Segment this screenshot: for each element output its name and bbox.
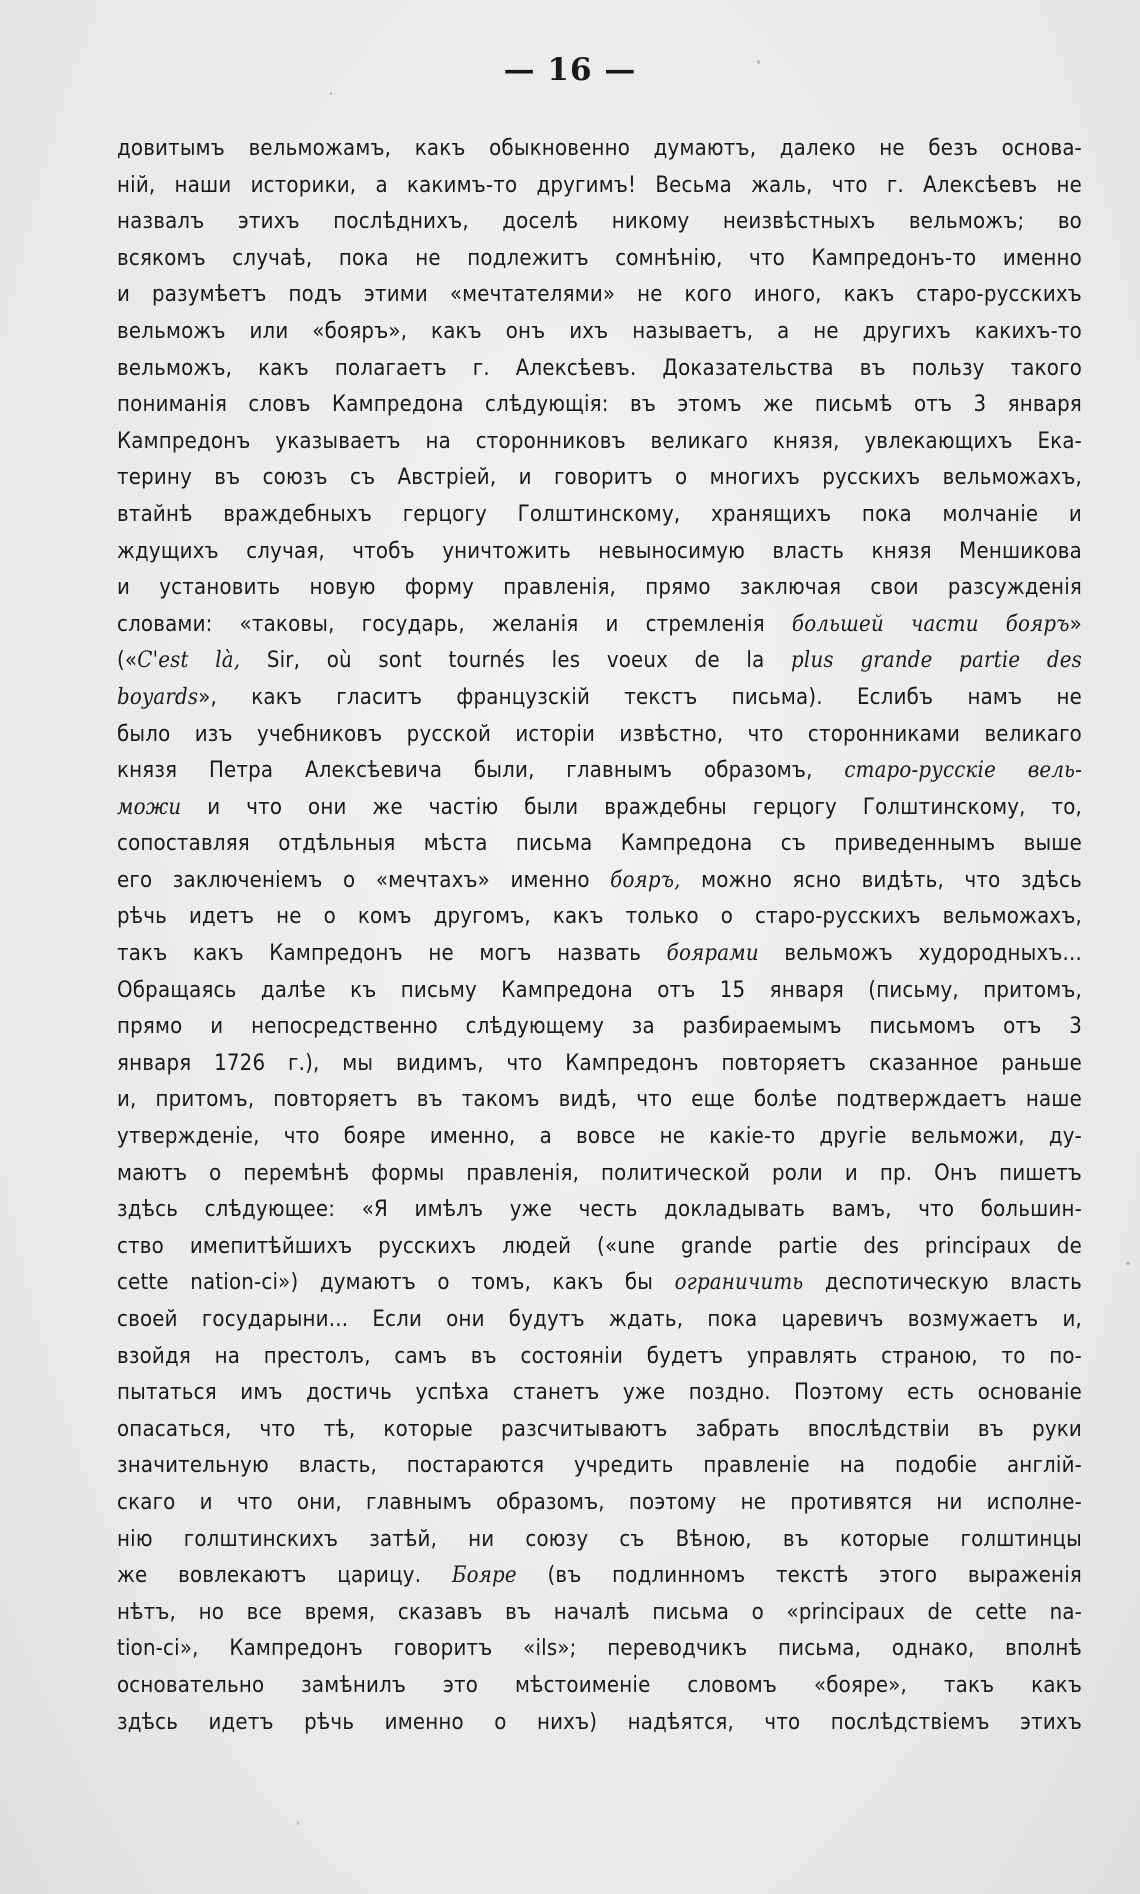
text-segment: терину въ союзъ съ Австріей, и говоритъ о многихъ русскихъ вельможахъ, — [117, 465, 1082, 491]
text-line — [117, 1448, 1082, 1485]
text-segment: января 1726 г.), мы видимъ, что Кампредонъ повторяетъ сказанное раньше — [117, 1050, 1082, 1076]
paper-speck — [1126, 1262, 1130, 1265]
text-line — [117, 680, 1082, 717]
text-segment: вельможъ, какъ полагаетъ г. Алексѣевъ. Доказательства въ пользу такого — [117, 355, 1082, 381]
text-line — [117, 1156, 1082, 1193]
text-line — [117, 1192, 1082, 1229]
text-segment: пониманія словъ Кампредона слѣдующія: въ этомъ же письмѣ отъ 3 января — [117, 392, 1082, 418]
text-segment: словами: «таковы, государь, желанія и стремленія — [117, 611, 792, 637]
paper-speck — [757, 60, 760, 64]
text-segment: довитымъ вельможамъ, какъ обыкновенно думаютъ, далеко не безъ основа- — [117, 136, 1082, 161]
text-line — [117, 351, 1082, 388]
text-segment: и, притомъ, повторяетъ въ такомъ видѣ, что еще болѣе подтверждаетъ наше — [117, 1087, 1082, 1113]
italic-text: boyards — [117, 684, 199, 710]
text-segment: (въ подлинномъ текстѣ этого выраженія — [516, 1563, 1083, 1589]
text-line — [117, 643, 1082, 680]
text-segment: нію голштинскихъ затѣй, ни союзу съ Вѣною, въ которые голштинцы — [117, 1526, 1082, 1552]
text-segment: маютъ о перемѣнѣ формы правленія, политической роли и пр. Онъ пишетъ — [117, 1160, 1082, 1186]
text-segment: ждущихъ случая, чтобъ уничтожить невыносимую власть князя Меншикова — [117, 538, 1082, 564]
text-segment: нѣтъ, но все время, сказавъ въ началѣ письма о «principaux de cette na- — [117, 1599, 1082, 1625]
text-segment: » — [1069, 611, 1082, 637]
text-line — [117, 168, 1082, 205]
italic-text: большей части бояръ — [791, 611, 1070, 637]
text-segment: скаго и что они, главнымъ образомъ, поэтому не противятся ни исполне- — [117, 1489, 1082, 1515]
text-segment: и разумѣетъ подъ этими «мечтателями» не кого иного, какъ старо-русскихъ — [117, 282, 1082, 308]
text-segment: его заключеніемъ о «мечтахъ» именно — [117, 867, 611, 893]
text-line — [117, 973, 1082, 1010]
text-line — [117, 387, 1082, 424]
text-segment: ній, наши историки, а какимъ-то другимъ! Весьма жаль, что г. Алексѣевъ не — [117, 172, 1082, 198]
italic-text: plus grande partie des — [791, 648, 1082, 674]
text-line — [117, 424, 1082, 461]
text-line — [117, 1009, 1082, 1046]
text-segment: и установить новую форму правленія, прямо заключая свои разсужденія — [117, 575, 1082, 601]
text-line — [117, 863, 1082, 900]
text-line — [117, 1119, 1082, 1156]
paper-speck — [297, 1821, 299, 1825]
text-line — [117, 1485, 1082, 1522]
text-segment: сопоставляя отдѣльныя мѣста письма Кампредона съ приведеннымъ выше — [117, 831, 1082, 857]
text-segment: вельможъ или «бояръ», какъ онъ ихъ называетъ, а не другихъ какихъ-то — [117, 318, 1082, 344]
text-segment: взойдя на престолъ, самъ въ состояніи будетъ управлять страною, то по- — [117, 1343, 1082, 1369]
text-line — [117, 1631, 1082, 1668]
text-segment: можно ясно видѣть, что здѣсь — [680, 867, 1083, 893]
text-segment: деспотическую власть — [803, 1270, 1082, 1296]
italic-text: старо-русскіе вель- — [844, 758, 1082, 784]
text-line — [117, 1412, 1082, 1449]
text-segment: опасаться, что тѣ, которые разсчитываютъ забрать впослѣдствіи въ руки — [117, 1416, 1082, 1442]
text-segment: утвержденіе, что бояре именно, а вовсе не какіе-то другіе вельможи, ду- — [117, 1124, 1082, 1150]
text-segment: князя Петра Алексѣевича были, главнымъ образомъ, — [117, 758, 845, 784]
text-line — [117, 497, 1082, 534]
text-segment: рѣчь идетъ не о комъ другомъ, какъ только о старо-русскихъ вельможахъ, — [117, 904, 1082, 930]
text-line — [117, 534, 1082, 571]
text-segment: и что они же частію были враждебны герцогу Голштинскому, то, — [181, 794, 1082, 820]
text-line — [117, 204, 1082, 241]
text-line — [117, 1302, 1082, 1339]
text-line — [117, 570, 1082, 607]
text-segment: было изъ учебниковъ русской исторіи извѣстно, что сторонниками великаго — [117, 721, 1082, 747]
body-text — [117, 131, 1082, 1741]
text-segment: Sir, où sont tournés les voeux de la — [240, 648, 792, 674]
text-segment: ство имепитѣйшихъ русскихъ людей («une grande partie des principaux de — [117, 1233, 1082, 1259]
text-line — [117, 717, 1082, 754]
text-segment: здѣсь слѣдующее: «Я имѣлъ уже честь докладывать вамъ, что большин- — [117, 1197, 1082, 1223]
italic-text: ограничить — [674, 1270, 804, 1296]
italic-text: Бояре — [451, 1563, 517, 1589]
text-segment: Обращаясь далѣе къ письму Кампредона отъ 15 января (письму, притомъ, — [117, 977, 1082, 1003]
paper-speck — [330, 92, 332, 95]
text-line — [117, 1082, 1082, 1119]
text-segment: Кампредонъ указываетъ на сторонниковъ великаго князя, увлекающихъ Ека- — [117, 428, 1082, 454]
text-segment: вельможъ худородныхъ... — [758, 941, 1082, 967]
text-segment: втайнѣ враждебныхъ герцогу Голштинскому, хранящихъ пока молчаніе и — [117, 501, 1082, 527]
text-segment: tion-ci», Кампредонъ говоритъ «ils»; переводчикъ письма, однако, вполнѣ — [117, 1636, 1082, 1662]
text-line — [117, 899, 1082, 936]
text-line — [117, 753, 1082, 790]
text-segment: своей государыни... Если они будутъ ждать, пока царевичъ возмужаетъ и, — [117, 1307, 1082, 1332]
text-line — [117, 826, 1082, 863]
text-line — [117, 1375, 1082, 1412]
text-segment: », какъ гласитъ французскій текстъ письма). Еслибъ намъ не — [198, 684, 1082, 710]
italic-text: C'est là, — [137, 648, 241, 674]
text-line — [117, 1558, 1082, 1595]
italic-text: бояръ, — [610, 867, 681, 893]
text-line — [117, 1522, 1082, 1559]
page-number: — 16 — — [503, 52, 637, 88]
text-segment: всякомъ случаѣ, пока не подлежитъ сомнѣнію, что Кампредонъ-то именно — [117, 245, 1082, 271]
text-segment: же вовлекаютъ царицу. — [117, 1563, 452, 1589]
text-line — [117, 1668, 1082, 1705]
text-line — [117, 790, 1082, 827]
italic-text: боярами — [666, 941, 759, 967]
text-line — [117, 277, 1082, 314]
italic-text: можи — [117, 794, 182, 820]
text-line — [117, 1046, 1082, 1083]
text-line — [117, 1229, 1082, 1266]
text-segment: пытаться имъ достичь успѣха станетъ уже поздно. Поэтому есть основаніе — [117, 1380, 1082, 1406]
text-line — [117, 1339, 1082, 1376]
text-segment: назвалъ этихъ послѣднихъ, доселѣ никому неизвѣстныхъ вельможъ; во — [117, 209, 1082, 235]
text-line — [117, 936, 1082, 973]
text-segment: здѣсь идетъ рѣчь именно о нихъ) надѣятся, что послѣдствіемъ этихъ — [117, 1709, 1082, 1735]
text-line — [117, 460, 1082, 497]
text-line — [117, 314, 1082, 351]
text-segment: такъ какъ Кампредонъ не могъ назвать — [117, 941, 667, 967]
text-line — [117, 607, 1082, 644]
text-segment: прямо и непосредственно слѣдующему за разбираемымъ письмомъ отъ 3 — [117, 1014, 1082, 1040]
text-line — [117, 1265, 1082, 1302]
text-line — [117, 241, 1082, 278]
text-line — [117, 131, 1082, 168]
text-segment: (« — [117, 648, 138, 674]
text-segment: cette nation-ci») думаютъ о томъ, какъ бы — [117, 1270, 675, 1296]
text-segment: основательно замѣнилъ это мѣстоименіе словомъ «бояре», такъ какъ — [117, 1672, 1082, 1698]
text-line — [117, 1705, 1082, 1742]
text-line — [117, 1595, 1082, 1632]
text-segment: значительную власть, постараются учредить правленіе на подобіе англій- — [117, 1453, 1082, 1479]
